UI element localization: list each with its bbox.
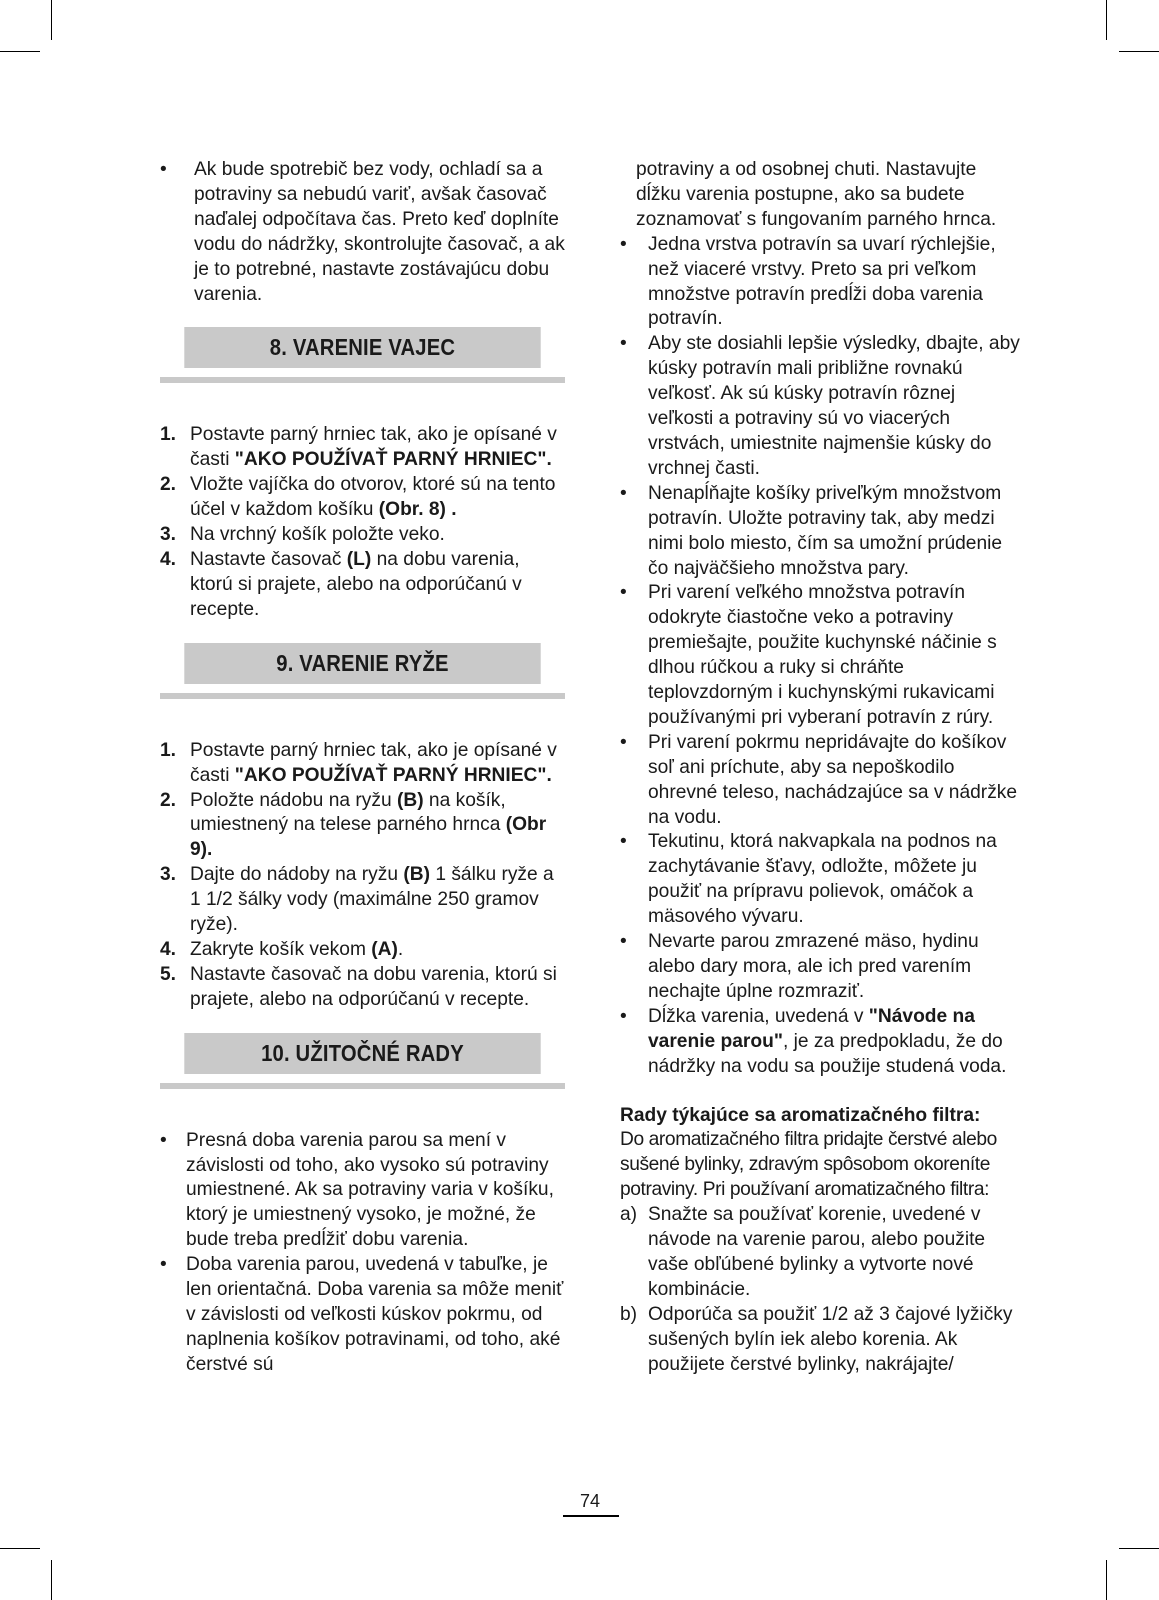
list-item: b) Odporúča sa použiť 1/2 až 3 čajové lyžičky sušených bylín iek alebo korenia. Ak použijete čerstvé bylinky, nakrájajte/ <box>620 1303 1013 1375</box>
section-title: 10. UŽITOČNÉ RADY <box>184 1033 540 1074</box>
section-rule <box>160 1083 565 1089</box>
list-item: • Dĺžka varenia, uvedená v "Návode na varenie parou", je za predpokladu, že do nádržky na vodu sa použije studená voda. <box>620 1005 1025 1080</box>
list-item: 3. Na vrchný košík položte veko. <box>160 524 445 546</box>
page-number-rule <box>563 1515 619 1517</box>
section-10-bullets <box>160 1129 565 1378</box>
section-rule <box>160 377 565 383</box>
list-item: 1. Postavte parný hrniec tak, ako je opísané v časti "AKO POUŽÍVAŤ PARNÝ HRNIEC". <box>160 424 557 471</box>
list-item: 4. Nastavte časovač (L) na dobu varenia, ktorú si prajete, alebo na odporúčanú v recepte. <box>160 548 522 620</box>
crop-mark <box>1119 1548 1159 1549</box>
list-item: 5. Nastavte časovač na dobu varenia, ktorú si prajete, alebo na odporúčanú v recepte. <box>160 963 557 1010</box>
crop-mark <box>51 1560 52 1600</box>
filter-heading: Rady týkajúce sa aromatizačného filtra: <box>620 1104 981 1126</box>
list-item: • Nenapĺňajte košíky priveľkým množstvom potravín. Uložte potraviny tak, aby medzi nimi bolo miesto, čím sa umožní prúdenie čo najväčšieho množstva pary. <box>620 482 1025 582</box>
list-item: 2. Položte nádobu na ryžu (B) na košík, umiestnený na telese parného hrnca (Obr 9). <box>160 789 547 861</box>
crop-mark <box>1106 0 1107 40</box>
page-number: 74 <box>579 1491 601 1511</box>
section-8-steps <box>160 423 565 622</box>
filter-steps <box>620 1203 1025 1377</box>
section-9-steps <box>160 739 565 1013</box>
list-item: • Jedna vrstva potravín sa uvarí rýchlejšie, než viaceré vrstvy. Preto sa pri veľkom množstve potravín predĺži doba varenia potravín. <box>620 233 1025 333</box>
list-item: • Ak bude spotrebič bez vody, ochladí sa a potraviny sa nebudú variť, avšak časovač naďalej odpočítava čas. Preto keď doplníte vodu do nádržky, skontrolujte časovač, a ak je to potrebné, nastavte zostávajúcu dobu varenia. <box>160 158 565 307</box>
list-item: • Presná doba varenia parou sa mení v závislosti od toho, ako vysoko sú potraviny umiestnené. Ak sa potraviny varia v košíku, ktorý je umiestnený vysoko, je možné, že bude treba predĺžiť dobu varenia. <box>160 1129 565 1254</box>
list-item: • Doba varenia parou, uvedená v tabuľke, je len orientačná. Doba varenia sa môže meniť v závislosti od veľkosti kúskov pokrmu, od naplnenia košíkov potravinami, od toho, aké čerstvé sú <box>160 1253 565 1378</box>
list-item: 2. Vložte vajíčka do otvorov, ktoré sú na tento účel v každom košíku (Obr. 8) . <box>160 474 556 521</box>
list-item: 3. Dajte do nádoby na ryžu (B) 1 šálku ryže a 1 1/2 šálky vody (maximálne 250 gramov ryže). <box>160 864 554 936</box>
list-item: • Aby ste dosiahli lepšie výsledky, dbajte, aby kúsky potravín mali približne rovnakú veľkosť. Ak sú kúsky potravín rôznej veľkosti a potraviny sú vo viacerých vrstvách, umiestnite najmenšie kúsky do vrchnej časti. <box>620 332 1025 481</box>
crop-mark <box>0 51 40 52</box>
section-10 <box>160 1033 565 1089</box>
section-title: 8. VARENIE VAJEC <box>184 327 540 368</box>
list-item: • Nevarte parou zmrazené mäso, hydinu alebo dary mora, ale ich pred varením nechajte úplne rozmraziť. <box>620 930 1025 1005</box>
section-rule <box>160 693 565 699</box>
intro-bullets <box>160 158 565 307</box>
section-9 <box>160 643 565 699</box>
section-title: 9. VARENIE RYŽE <box>184 643 540 684</box>
filter-intro: Do aromatizačného filtra pridajte čerstvé alebo sušené bylinky, zdravým spôsobom okoreníte potraviny. Pri používaní aromatizačného filtra: <box>620 1129 997 1201</box>
continuation-text: potraviny a od osobnej chuti. Nastavujte dĺžku varenia postupne, ako sa budete zoznamovať s fungovaním parného hrnca. <box>636 159 997 230</box>
left-column <box>160 158 565 1378</box>
list-item: 1. Postavte parný hrniec tak, ako je opísané v časti "AKO POUŽÍVAŤ PARNÝ HRNIEC". <box>160 739 557 786</box>
list-item: • Pri varení pokrmu nepridávajte do košíkov soľ ani príchute, aby sa nepoškodilo ohrevné teleso, nachádzajúce sa v nádržke na vodu. <box>620 731 1025 831</box>
crop-mark <box>0 1548 40 1549</box>
section-8 <box>160 327 565 383</box>
crop-mark <box>1106 1560 1107 1600</box>
list-item: 4. Zakryte košík vekom (A). <box>160 938 404 960</box>
list-item: • Tekutinu, ktorá nakvapkala na podnos na zachytávanie šťavy, odložte, môžete ju použiť na prípravu polievok, omáčok a mäsového vývaru. <box>620 830 1025 930</box>
right-column <box>620 158 1025 1378</box>
tips-bullets <box>620 233 1025 1080</box>
list-item: • Pri varení veľkého množstva potravín odokryte čiastočne veko a potraviny premiešajte, použite kuchynské náčinie s dlhou rúčkou a ruky si chráňte teplovzdorným i kuchynskými rukavicami používanými pri vyberaní potravín z rúry. <box>620 581 1025 730</box>
list-item: a) Snažte sa používať korenie, uvedené v návode na varenie parou, alebo použite vaše obľúbené bylinky a vytvorte nové kombinácie. <box>620 1204 986 1300</box>
crop-mark <box>1119 51 1159 52</box>
crop-mark <box>51 0 52 40</box>
